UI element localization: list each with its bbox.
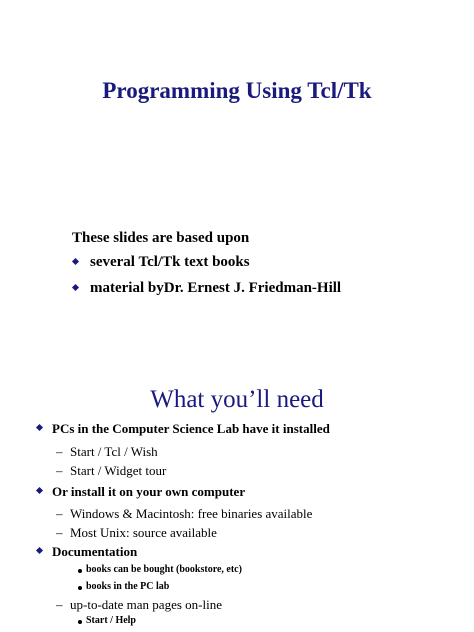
list-item: Start / Tcl / Wish xyxy=(70,444,158,459)
dot-bullet-icon xyxy=(78,569,82,573)
slide-2 xyxy=(0,316,474,632)
diamond-bullet-icon xyxy=(72,284,79,291)
list-item: Documentation xyxy=(52,544,138,559)
list-item: Most Unix: source available xyxy=(70,525,217,540)
list-item: books in the PC lab xyxy=(86,581,170,592)
list-item: Start / Widget tour xyxy=(70,463,167,478)
dash-bullet-icon: – xyxy=(56,597,63,612)
slide-1-title: Programming Using Tcl/Tk xyxy=(102,78,372,103)
diamond-bullet-icon xyxy=(36,424,43,431)
list-item: up-to-date man pages on-line xyxy=(70,597,222,612)
list-item: PCs in the Computer Science Lab have it installed xyxy=(52,421,330,436)
dash-bullet-icon: – xyxy=(56,463,63,478)
diamond-bullet-icon xyxy=(36,547,43,554)
list-item: Windows & Macintosh: free binaries available xyxy=(70,506,313,521)
dash-bullet-icon: – xyxy=(56,525,63,540)
slide-1-bullet-2: material byDr. Ernest J. Friedman-Hill xyxy=(90,280,342,296)
dash-bullet-icon: – xyxy=(56,444,63,459)
slide-2-title: What you’ll need xyxy=(150,386,324,413)
dot-bullet-icon xyxy=(78,586,82,590)
list-item: books can be bought (bookstore, etc) xyxy=(86,564,242,575)
dash-bullet-icon: – xyxy=(56,506,63,521)
diamond-bullet-icon xyxy=(36,487,43,494)
diamond-bullet-icon xyxy=(72,258,79,265)
list-item: Or install it on your own computer xyxy=(52,484,246,499)
slide-1-intro: These slides are based upon xyxy=(72,230,250,246)
slide-1-bullet-1: several Tcl/Tk text books xyxy=(90,254,250,270)
list-item: Start / Help xyxy=(86,615,136,626)
dot-bullet-icon xyxy=(78,620,82,624)
